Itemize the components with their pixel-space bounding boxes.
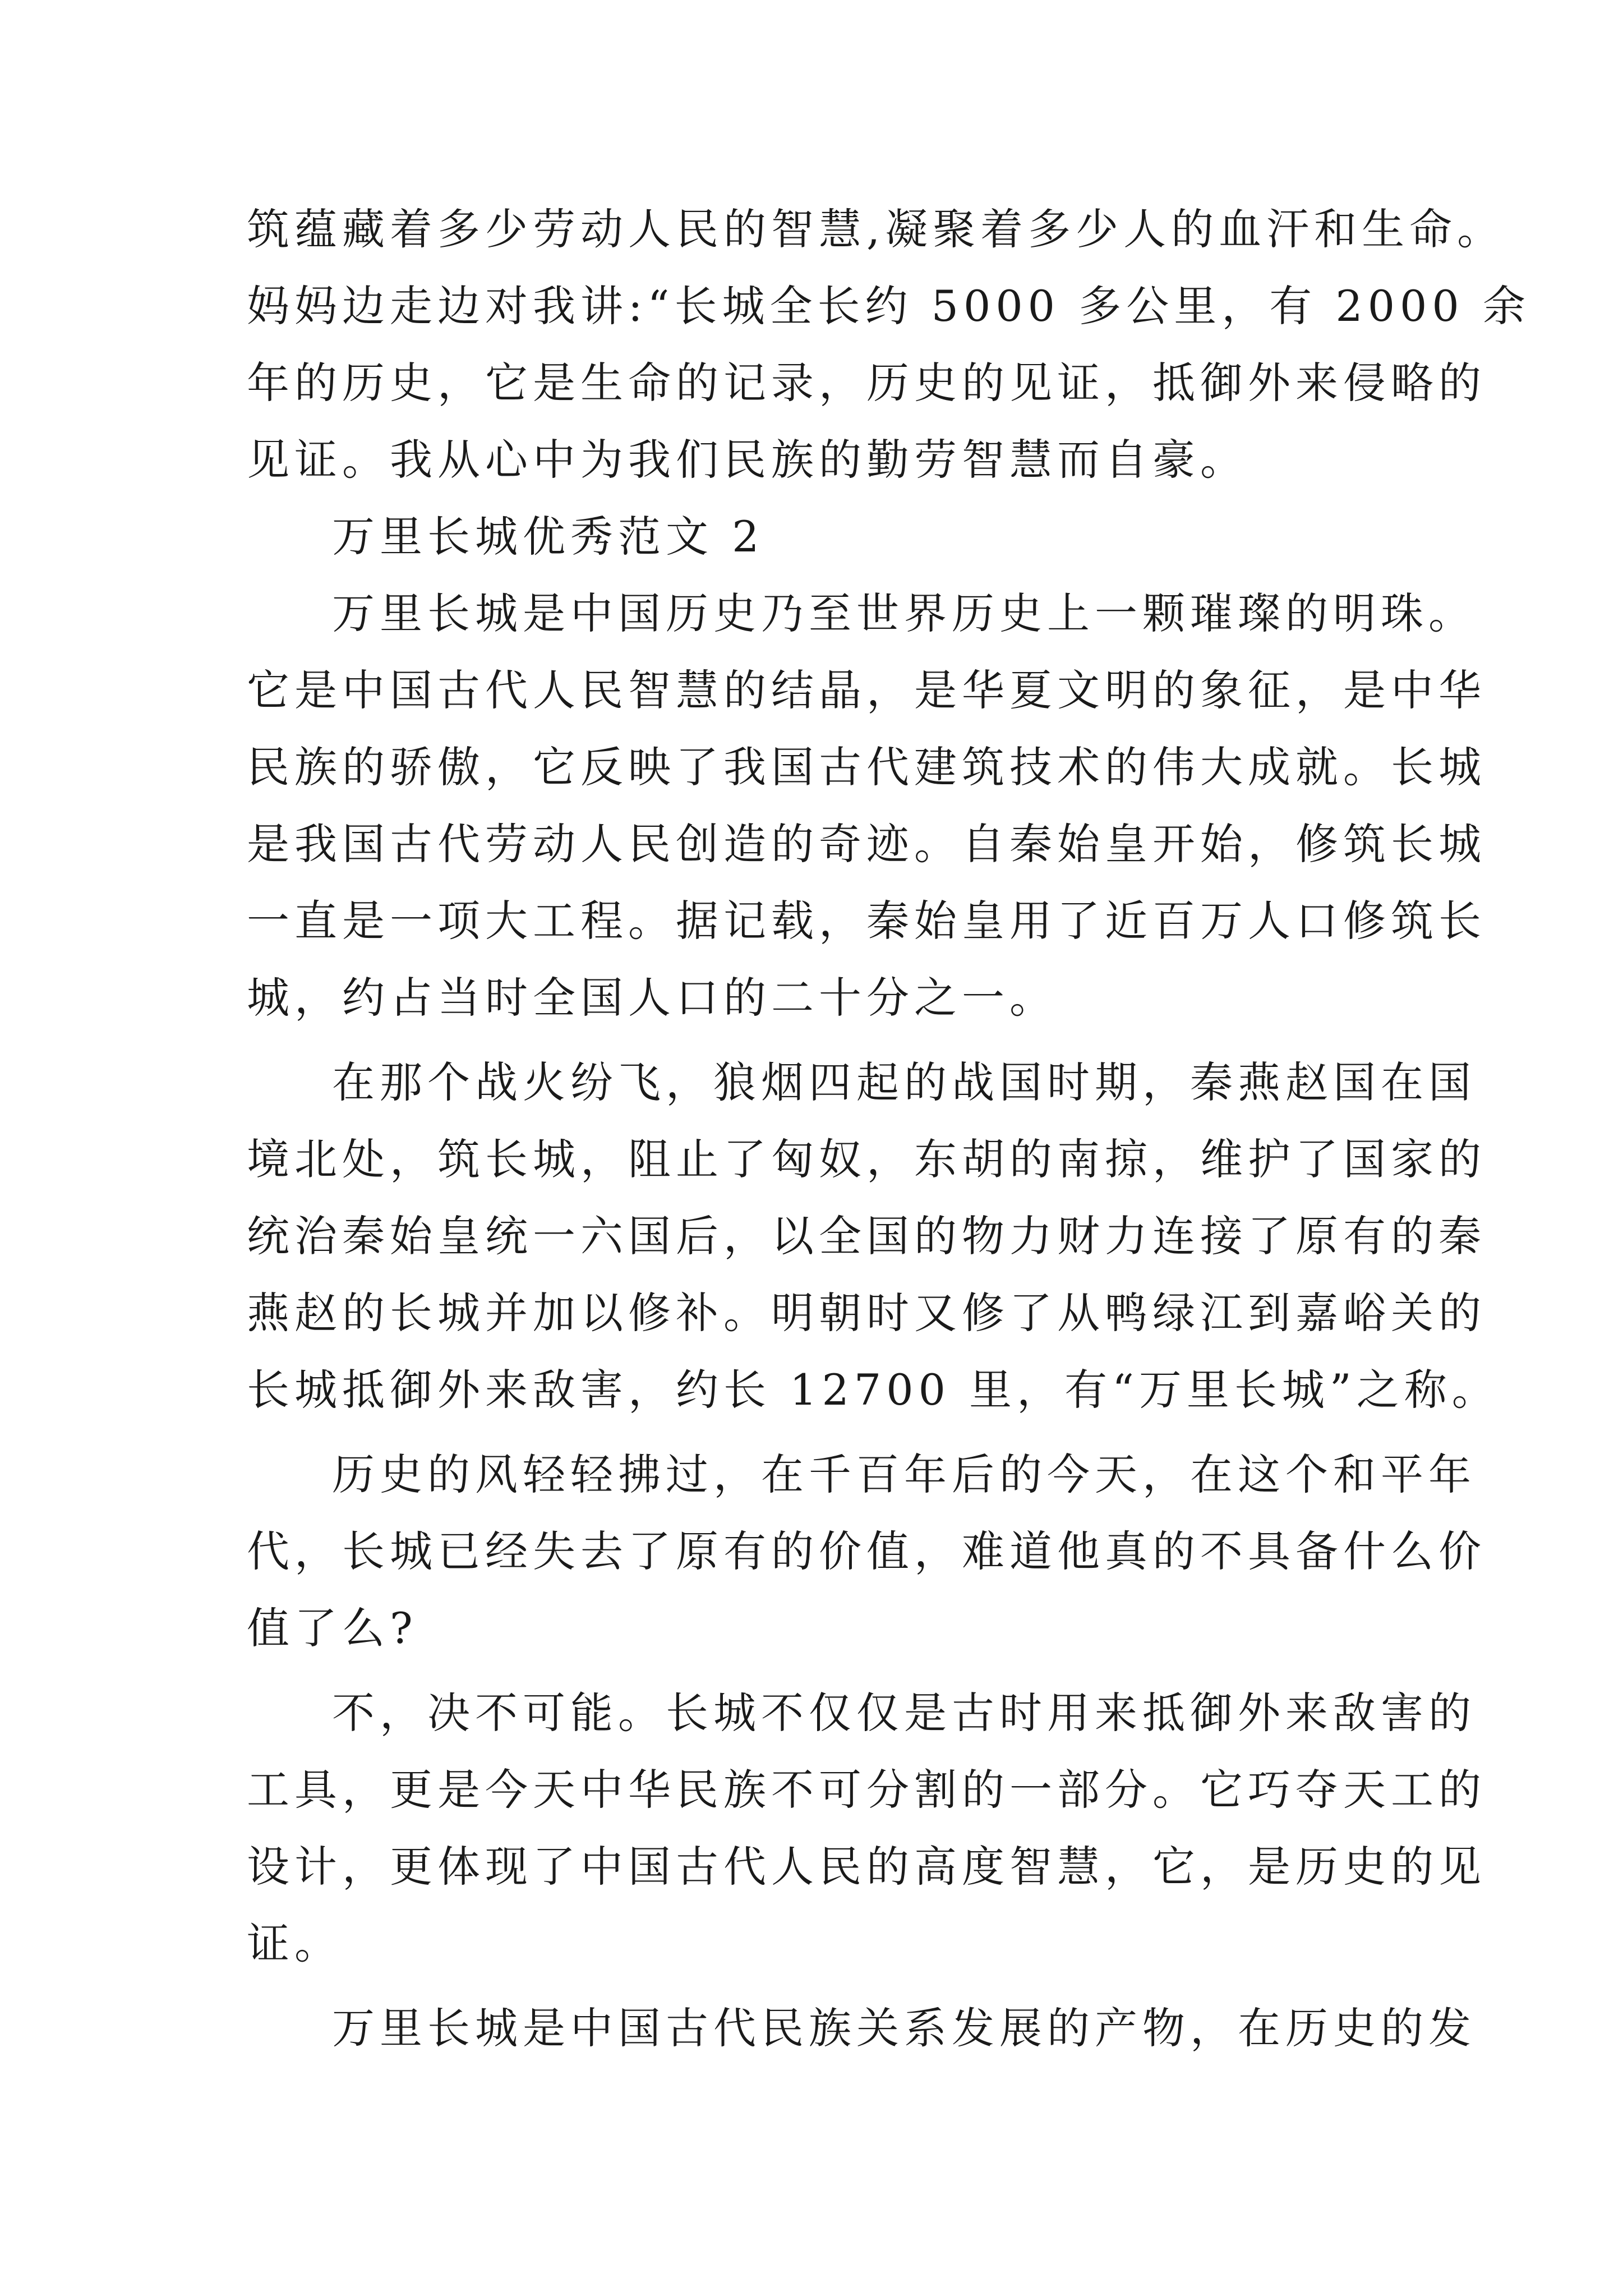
- paragraph-first-line: 万里长城是中国历史乃至世界历史上一颗璀璨的明珠。: [332, 588, 1476, 638]
- text-line: 值了么?: [247, 1603, 418, 1653]
- text-line: 见证。我从心中为我们民族的勤劳智慧而自豪。: [247, 435, 1248, 485]
- text-line: 证。: [247, 1918, 342, 1968]
- document-body: [247, 191, 1530, 2067]
- text-line: 妈妈边走边对我讲:“长城全长约 5000 多公里，有 2000 余: [247, 281, 1530, 331]
- text-line: 年的历史，它是生命的记录，历史的见证，抵御外来侵略的: [247, 358, 1486, 408]
- text-line: 筑蕴藏着多少劳动人民的智慧,凝聚着多少人的血汗和生命。: [247, 204, 1505, 254]
- paragraph-first-line: 万里长城是中国古代民族关系发展的产物，在历史的发: [332, 2003, 1476, 2053]
- text-line: 设计，更体现了中国古代人民的高度智慧，它，是历史的见: [247, 1842, 1486, 1892]
- text-line: 它是中国古代人民智慧的结晶，是华夏文明的象征，是中华: [247, 665, 1486, 715]
- text-line: 民族的骄傲，它反映了我国古代建筑技术的伟大成就。长城: [247, 742, 1486, 792]
- text-line: 代，长城已经失去了原有的价值，难道他真的不具备什么价: [247, 1526, 1486, 1576]
- paragraph-first-line: 不，决不可能。长城不仅仅是古时用来抵御外来敌害的: [332, 1688, 1476, 1738]
- paragraph-first-line: 历史的风轻轻拂过，在千百年后的今天，在这个和平年: [332, 1450, 1476, 1499]
- text-line: 城，约占当时全国人口的二十分之一。: [247, 973, 1057, 1023]
- text-line: 统治秦始皇统一六国后，以全国的物力财力连接了原有的秦: [247, 1211, 1486, 1261]
- text-line: 一直是一项大工程。据记载，秦始皇用了近百万人口修筑长: [247, 896, 1486, 946]
- text-line: 境北处，筑长城，阻止了匈奴，东胡的南掠，维护了国家的: [247, 1134, 1486, 1184]
- paragraph-first-line: 在那个战火纷飞，狼烟四起的战国时期，秦燕赵国在国: [332, 1057, 1476, 1107]
- text-line: 长城抵御外来敌害，约长 12700 里，有“万里长城”之称。: [247, 1365, 1500, 1415]
- section-heading: 万里长城优秀范文 2: [332, 512, 764, 562]
- text-line: 工具，更是今天中华民族不可分割的一部分。它巧夺天工的: [247, 1765, 1486, 1815]
- text-line: 燕赵的长城并加以修补。明朝时又修了从鸭绿江到嘉峪关的: [247, 1288, 1486, 1338]
- text-line: 是我国古代劳动人民创造的奇迹。自秦始皇开始，修筑长城: [247, 819, 1486, 869]
